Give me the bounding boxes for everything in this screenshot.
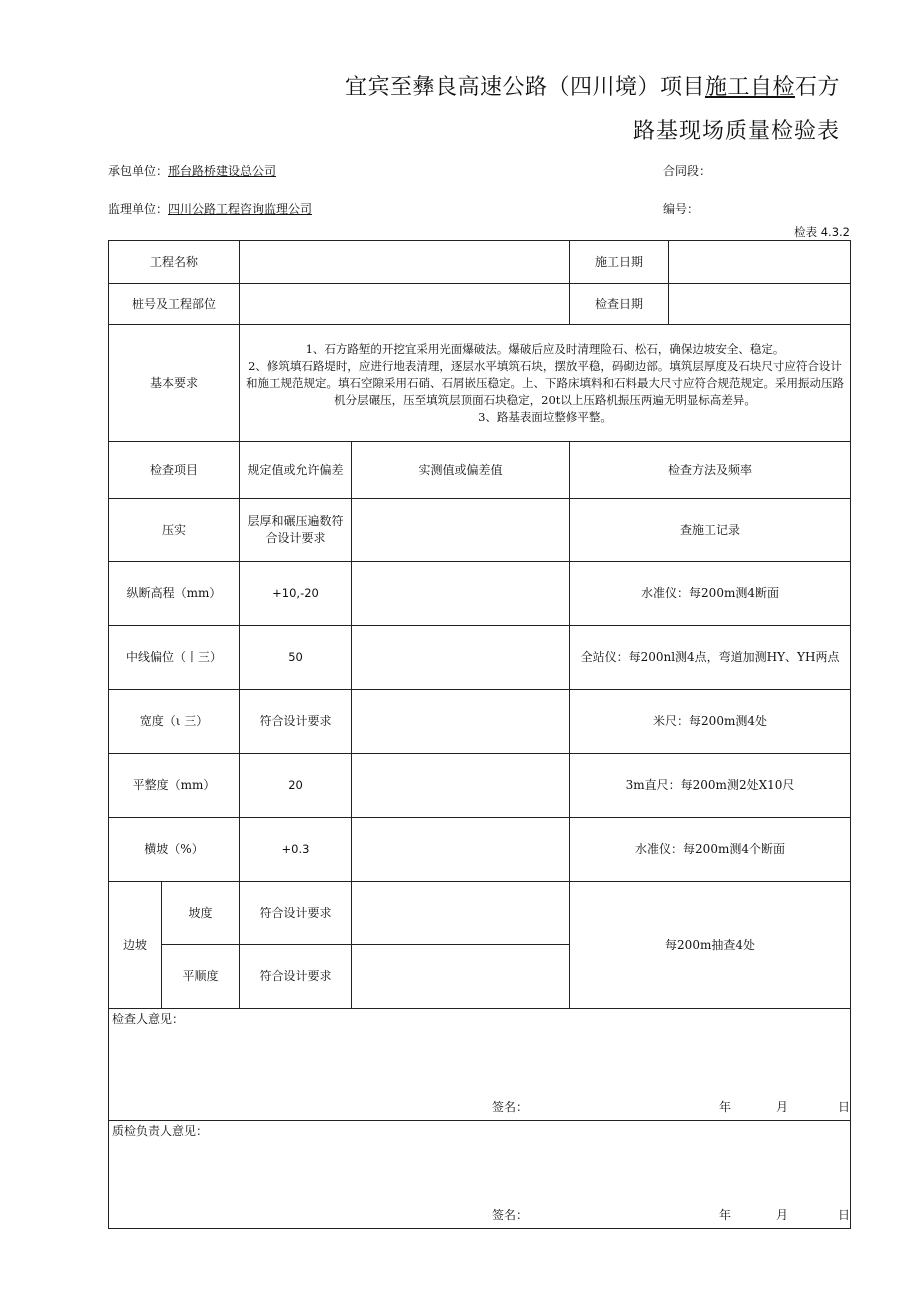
row-method: 水准仪：每200m测4断面 bbox=[570, 562, 851, 626]
station-value[interactable] bbox=[240, 284, 570, 325]
row-measured[interactable] bbox=[352, 626, 570, 690]
row-spec: 层厚和碾压遍数符合设计要求 bbox=[240, 499, 352, 562]
station-label: 桩号及工程部位 bbox=[109, 284, 240, 325]
row-measured[interactable] bbox=[352, 562, 570, 626]
row-item: 压实 bbox=[109, 499, 240, 562]
row-item: 横坡（%） bbox=[109, 818, 240, 882]
col-header-measured: 实测值或偏差值 bbox=[352, 442, 570, 499]
sign-label: 签名： bbox=[492, 1100, 529, 1114]
supervisor-line bbox=[108, 200, 312, 217]
project-name-label: 工程名称 bbox=[109, 241, 240, 284]
inspection-date-label: 检查日期 bbox=[570, 284, 669, 325]
row-method: 全站仪：每200nl测4点，弯道加测HY、YH两点 bbox=[570, 626, 851, 690]
row-spec: +10,-20 bbox=[240, 562, 352, 626]
table-row bbox=[109, 626, 851, 690]
contractor-line bbox=[108, 162, 276, 179]
slope-sub-item: 平顺度 bbox=[162, 945, 240, 1009]
table-number: 检表 4.3.2 bbox=[794, 225, 850, 239]
table-row bbox=[109, 818, 851, 882]
row-method: 水准仪：每200m测4个断面 bbox=[570, 818, 851, 882]
table-row bbox=[109, 562, 851, 626]
table-row bbox=[109, 690, 851, 754]
requirements-text bbox=[240, 325, 851, 442]
day-label: 日 bbox=[838, 1208, 851, 1222]
construction-date-value[interactable] bbox=[669, 241, 851, 284]
number-label: 编号： bbox=[663, 202, 700, 216]
slope-label: 边坡 bbox=[109, 882, 162, 1009]
contractor-label: 承包单位： bbox=[108, 164, 169, 178]
slope-sub-spec: 符合设计要求 bbox=[240, 882, 352, 945]
row-item: 平整度（mm） bbox=[109, 754, 240, 818]
slope-sub-spec: 符合设计要求 bbox=[240, 945, 352, 1009]
day-label: 日 bbox=[838, 1100, 851, 1114]
slope-sub-item: 坡度 bbox=[162, 882, 240, 945]
qc-opinion[interactable] bbox=[109, 1121, 851, 1229]
row-method: 3m直尺：每200m测2处X10尺 bbox=[570, 754, 851, 818]
table-row bbox=[109, 499, 851, 562]
row-item: 中线偏位（丨三） bbox=[109, 626, 240, 690]
row-spec: +0.3 bbox=[240, 818, 352, 882]
row-spec: 20 bbox=[240, 754, 352, 818]
col-header-method: 检查方法及频率 bbox=[570, 442, 851, 499]
table-row bbox=[109, 882, 851, 945]
document-title-line2: 路基现场质量检验表 bbox=[632, 119, 840, 144]
sign-label: 签名： bbox=[492, 1208, 529, 1222]
requirements-label: 基本要求 bbox=[109, 325, 240, 442]
row-method: 查施工记录 bbox=[570, 499, 851, 562]
inspector-opinion[interactable] bbox=[109, 1009, 851, 1121]
inspector-opinion-label: 检查人意见： bbox=[112, 1012, 185, 1026]
title-part3: 石方 bbox=[794, 75, 840, 100]
month-label: 月 bbox=[776, 1100, 789, 1114]
row-spec: 符合设计要求 bbox=[240, 690, 352, 754]
row-measured[interactable] bbox=[352, 882, 570, 945]
supervisor-label: 监理单位： bbox=[108, 202, 169, 216]
row-measured[interactable] bbox=[352, 945, 570, 1009]
row-measured[interactable] bbox=[352, 818, 570, 882]
month-label: 月 bbox=[776, 1208, 789, 1222]
year-label: 年 bbox=[719, 1208, 732, 1222]
row-item: 宽度（ι 三） bbox=[109, 690, 240, 754]
requirement-item: 2、修筑填石路堤时，应进行地表清理，逐层水平填筑石块，摆放平稳，码砌边部。填筑层厚度及石块尺寸应符合设计和施工规范规定。填石空隙采用石硝、石屑嵌压稳定。上、下路床填料和石料最大尺寸应符合规范规定。采用振动压路机分层碾压，压至填筑层顶面石块稳定，20t以上压路机振压两遍无明显标高差异。 bbox=[246, 358, 845, 407]
col-header-item: 检查项目 bbox=[109, 442, 240, 499]
row-item: 纵断高程（mm） bbox=[109, 562, 240, 626]
qc-opinion-label: 质检负责人意见： bbox=[112, 1124, 209, 1138]
col-header-spec: 规定值或允许偏差 bbox=[240, 442, 352, 499]
row-measured[interactable] bbox=[352, 754, 570, 818]
row-measured[interactable] bbox=[352, 499, 570, 562]
requirement-item: 3、路基表面垃整修平整。 bbox=[478, 409, 612, 424]
row-measured[interactable] bbox=[352, 690, 570, 754]
table-row bbox=[109, 754, 851, 818]
title-part1: 宜宾至彝良高速公路（四川境）项目 bbox=[344, 75, 705, 100]
inspection-date-value[interactable] bbox=[669, 284, 851, 325]
contractor-value: 邢台路桥建设总公司 bbox=[168, 164, 277, 178]
construction-date-label: 施工日期 bbox=[570, 241, 669, 284]
project-name-value[interactable] bbox=[240, 241, 570, 284]
row-spec: 50 bbox=[240, 626, 352, 690]
inspection-table bbox=[108, 240, 851, 1229]
requirement-item: 1、石方路堑的开挖宜采用光面爆破法。爆破后应及时清理险石、松石，确保边坡安全、稳定。 bbox=[305, 341, 785, 356]
year-label: 年 bbox=[719, 1100, 732, 1114]
supervisor-value: 四川公路工程咨询监理公司 bbox=[168, 202, 313, 216]
document-title-line1 bbox=[0, 70, 840, 101]
slope-method: 每200m抽查4处 bbox=[570, 882, 851, 1009]
title-part2: 施工自检 bbox=[704, 75, 795, 100]
row-method: 米尺：每200m测4处 bbox=[570, 690, 851, 754]
contract-section-label: 合同段： bbox=[663, 164, 712, 178]
